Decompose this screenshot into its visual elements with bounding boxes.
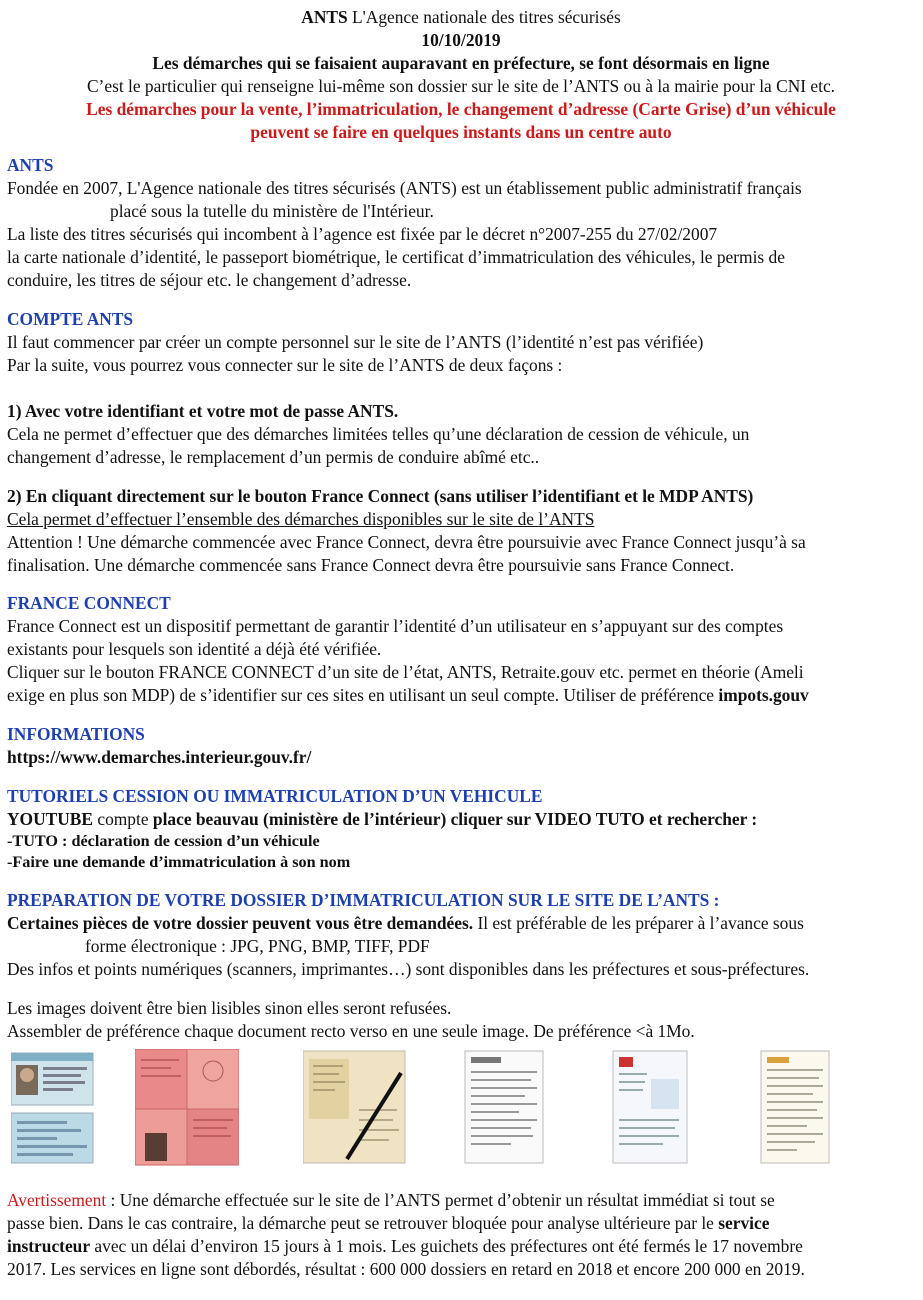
fc-paragraph-2b-text: exige en plus son MDP) de s’identifier sur ces sites en utilisant un seul compte. Utiliser de préférence: [7, 685, 719, 705]
avertissement-text-2: passe bien. Dans le cas contraire, la démarche peut se retrouver bloquée pour analyse ultérieure par le: [7, 1213, 719, 1233]
avertissement-line-3: [7, 1235, 923, 1258]
prep-paragraph-1b: forme électronique : JPG, PNG, BMP, TIFF, PDF: [85, 936, 430, 956]
prep-rest-sentence: Il est préférable de les préparer à l’avance sous: [473, 913, 804, 933]
impots-gouv-link[interactable]: impots.gouv: [718, 685, 809, 705]
section-tutoriels: [7, 785, 923, 873]
red-notice-line-2: peuvent se faire en quelques instants dans un centre auto: [250, 122, 672, 142]
intro-line: C’est le particulier qui renseigne lui-même son dossier sur le site de l’ANTS ou à la mairie pour la CNI etc.: [86, 76, 836, 96]
document-subtitle: Les démarches qui se faisaient auparavant en préfecture, se font désormais en ligne: [152, 53, 770, 73]
carte-grise-image: [303, 1049, 407, 1165]
fc-paragraph-1a: France Connect est un dispositif permettant de garantir l’identité d’un utilisateur en s’appuyant sur des comptes: [7, 616, 784, 636]
title-agency-name: L'Agence nationale des titres sécurisés: [347, 7, 621, 27]
document-thumbnails: [7, 1049, 923, 1173]
section-heading-preparation: PREPARATION DE VOTRE DOSSIER D’IMMATRICULATION SUR LE SITE DE L’ANTS :: [7, 890, 720, 910]
driving-license-image: [135, 1049, 239, 1167]
id-card-image: [11, 1049, 95, 1165]
ants-paragraph-3b: conduire, les titres de séjour etc. le changement d’adresse.: [7, 270, 412, 290]
document-title: [7, 6, 915, 29]
cerfa-form-image-1: [463, 1049, 547, 1165]
cerfa-form-image-2: [611, 1049, 691, 1165]
section-heading-informations: INFORMATIONS: [7, 724, 145, 744]
service-bold: service: [718, 1213, 770, 1233]
section-heading-tutoriels: TUTORIELS CESSION OU IMMATRICULATION D’UN VEHICULE: [7, 786, 543, 806]
option-1-text-b: changement d’adresse, le remplacement d’un permis de conduire abîmé etc..: [7, 447, 540, 467]
option-2-underlined: Cela permet d’effectuer l’ensemble des démarches disponibles sur le site de l’ANTS: [7, 509, 595, 529]
prep-paragraph-1a: [7, 912, 923, 935]
avertissement-text-3: avec un délai d’environ 15 jours à 1 mois. Les guichets des préfectures ont été fermés le 17 novembre: [90, 1236, 803, 1256]
section-france-connect: [7, 592, 923, 707]
option-1-text-a: Cela ne permet d’effectuer que des démarches limitées telles qu’une déclaration de cession de véhicule, un: [7, 424, 750, 444]
title-acronym: ANTS: [301, 7, 348, 27]
compte-paragraph-1: Il faut commencer par créer un compte personnel sur le site de l’ANTS (l’identité n’est pas vérifiée): [7, 332, 704, 352]
section-heading-compte: COMPTE ANTS: [7, 309, 134, 329]
youtube-instruction: place beauvau (ministère de l’intérieur) cliquer sur VIDEO TUTO et rechercher :: [152, 809, 758, 829]
option-2-text-a: Attention ! Une démarche commencée avec France Connect, devra être poursuivie avec France Connect jusqu’à sa: [7, 532, 806, 552]
section-avertissement: [7, 1189, 923, 1281]
avertissement-line-1: [7, 1189, 923, 1212]
red-notice-line-1: Les démarches pour la vente, l’immatriculation, le changement d’adresse (Carte Grise) d’un véhicule: [86, 99, 836, 119]
option-2-text-b: finalisation. Une démarche commencée sans France Connect devra être poursuivie sans France Connect.: [7, 555, 735, 575]
prep-paragraph-3: Les images doivent être bien lisibles sinon elles seront refusées.: [7, 998, 452, 1018]
fc-paragraph-2a: Cliquer sur le bouton FRANCE CONNECT d’un site de l’état, ANTS, Retraite.gouv etc. permet en théorie (Ameli: [7, 662, 804, 682]
tuto-item-immatriculation: -Faire une demande d’immatriculation à son nom: [7, 853, 351, 871]
document-header: [7, 6, 915, 144]
document-page: [7, 6, 923, 1281]
option-2-title: 2) En cliquant directement sur le bouton France Connect (sans utiliser l’identifiant et le MDP ANTS): [7, 486, 754, 506]
avertissement-text-1: : Une démarche effectuée sur le site de l’ANTS permet d’obtenir un résultat immédiat si tout se: [106, 1190, 775, 1210]
prep-paragraph-2: Des infos et points numériques (scanners, imprimantes…) sont disponibles dans les préfectures et sous-préfectures.: [7, 959, 810, 979]
compte-paragraph-2: Par la suite, vous pourrez vous connecter sur le site de l’ANTS de deux façons :: [7, 355, 563, 375]
option-1-title: 1) Avec votre identifiant et votre mot de passe ANTS.: [7, 401, 399, 421]
section-preparation: [7, 889, 923, 1043]
section-heading-ants: ANTS: [7, 155, 54, 175]
prep-paragraph-4: Assembler de préférence chaque document recto verso en une seule image. De préférence <à 1Mo.: [7, 1021, 695, 1041]
avertissement-label: Avertissement: [7, 1190, 107, 1210]
prep-bold-sentence: Certaines pièces de votre dossier peuvent vous être demandées.: [7, 913, 474, 933]
ants-paragraph-1a: Fondée en 2007, L'Agence nationale des titres sécurisés (ANTS) est un établissement public administratif français: [7, 178, 802, 198]
fc-paragraph-2b: [7, 684, 923, 707]
youtube-label: YOUTUBE: [7, 809, 94, 829]
cerfa-form-image-3: [759, 1049, 831, 1165]
demarches-url-link[interactable]: https://www.demarches.interieur.gouv.fr/: [7, 747, 312, 767]
tutoriels-youtube-line: [7, 808, 923, 831]
tuto-item-cession: -TUTO : déclaration de cession d’un véhicule: [7, 832, 320, 850]
section-informations: [7, 723, 923, 769]
section-compte-ants: [7, 308, 923, 577]
compte-label: compte: [93, 809, 153, 829]
fc-paragraph-1b: existants pour lesquels son identité a déjà été vérifiée.: [7, 639, 382, 659]
section-heading-france-connect: FRANCE CONNECT: [7, 593, 171, 613]
section-ants: [7, 154, 923, 292]
avertissement-line-4: 2017. Les services en ligne sont débordés, résultat : 600 000 dossiers en retard en 2018 et encore 200 000 en 2019.: [7, 1259, 805, 1279]
ants-paragraph-1b: placé sous la tutelle du ministère de l'Intérieur.: [110, 201, 434, 221]
document-date: 10/10/2019: [421, 30, 501, 50]
avertissement-line-2: [7, 1212, 923, 1235]
ants-paragraph-2: La liste des titres sécurisés qui incombent à l’agence est fixée par le décret n°2007-255 du 27/02/2007: [7, 224, 718, 244]
ants-paragraph-3a: la carte nationale d’identité, le passeport biométrique, le certificat d’immatriculation des véhicules, le permis de: [7, 247, 785, 267]
instructeur-bold: instructeur: [7, 1236, 91, 1256]
